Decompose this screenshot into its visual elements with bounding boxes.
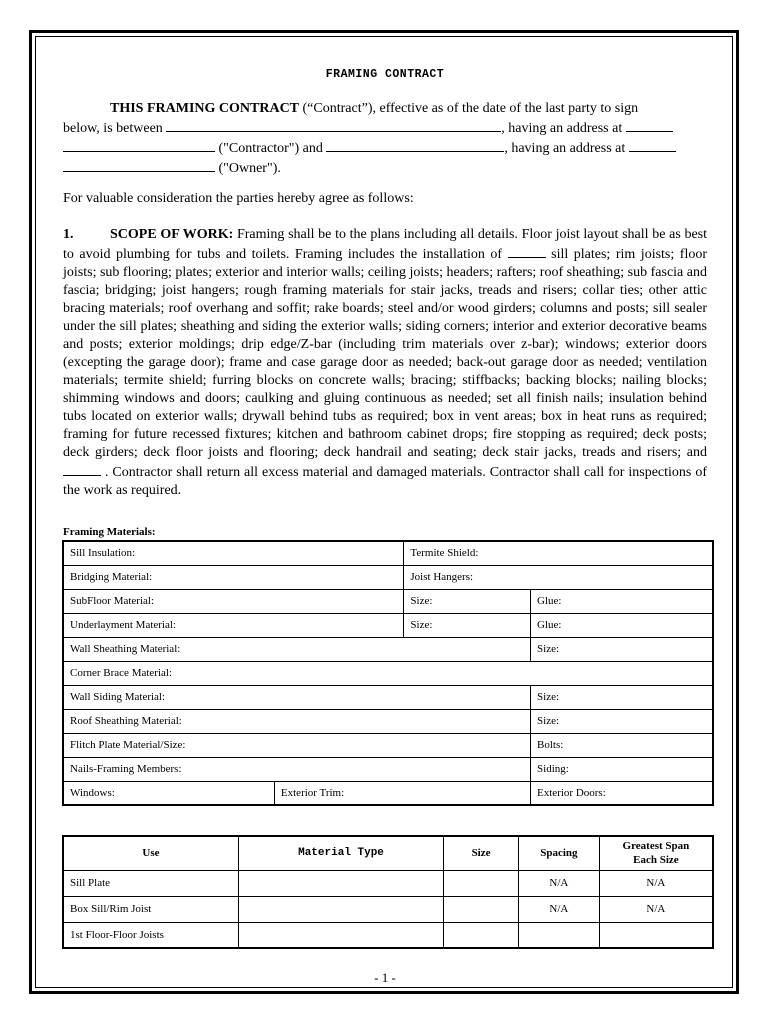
table-row [63, 709, 713, 733]
sill-insulation-cell[interactable]: Sill Insulation: [63, 541, 404, 565]
row-material-type[interactable] [238, 870, 443, 896]
nails-framing-cell[interactable]: Nails-Framing Members: [63, 757, 531, 781]
table-row [63, 613, 713, 637]
row-spacing: N/A [518, 870, 599, 896]
framing-materials-label: Framing Materials: [63, 526, 156, 538]
intro-lead: THIS FRAMING CONTRACT [110, 101, 300, 116]
roof-sheathing-material-cell[interactable]: Roof Sheathing Material: [63, 709, 531, 733]
header-greatest-span-line1: Greatest Span [622, 840, 690, 853]
exterior-trim-cell[interactable]: Exterior Trim: [274, 781, 530, 805]
subfloor-glue-cell[interactable]: Glue: [531, 589, 713, 613]
wall-sheathing-size-cell[interactable]: Size: [531, 637, 713, 661]
bolts-cell[interactable]: Bolts: [531, 733, 713, 757]
header-spacing: Spacing [518, 836, 599, 870]
row-use: Sill Plate [63, 870, 238, 896]
intro-address-2: , having an address at [504, 141, 626, 156]
header-material-type: Material Type [238, 836, 443, 870]
wall-siding-size-cell[interactable]: Size: [531, 685, 713, 709]
row-span[interactable] [599, 922, 713, 948]
scope-text-2: sill plates; rim joists; floor joists; sub flooring; plates; exterior and interior walls; ceiling joists; headers; rafters; roof sheathing; sub fascia and fascia; bridging; joist hangers; rough framing materials for stair jacks, treads and risers; collar ties; other attic bracing materials; roof overhang and soffit; rake boards; steel and/or wood girders; columns and posts; sill sealer under the sill plates; sheathing and siding the exterior walls; siding corners; interior and exterior decorative beams and posts; exterior moldings; drip edge/Z-bar (including trim materials over z-bar); windows; exterior doors (excepting the garage door); frame and case garage door as needed; back-out garage door as needed; ventilation materials; termite shield; furring blocks on concrete walls; bracing; stiffbacks; backing blocks; nailing blocks; shimming windows and doors; caulking and gluing continuous as needed; set all finish nails; insulation behind tubs located on exterior walls; drywall behind tubs as required; box in vent areas; box in heat runs as required; framing for future recessed fixtures; kitchen and bathroom cabinet drops; fire stopping as required; deck posts; deck girders; deck floor joists and flooring; deck handrail and seating; deck stair jacks, treads and risers; and [63, 247, 708, 460]
scope-extra-blank[interactable] [63, 462, 101, 476]
wall-siding-material-cell[interactable]: Wall Siding Material: [63, 685, 531, 709]
row-size[interactable] [444, 896, 519, 922]
table-row [63, 565, 713, 589]
scope-heading: SCOPE OF WORK: [110, 227, 234, 242]
intro-between: below, is between [63, 121, 163, 136]
owner-address-blank-1[interactable] [629, 138, 676, 152]
intro-address-1: , having an address at [501, 121, 623, 136]
corner-brace-material-cell[interactable]: Corner Brace Material: [63, 661, 713, 685]
scope-number: 1. [63, 227, 74, 242]
exterior-doors-cell[interactable]: Exterior Doors: [531, 781, 713, 805]
header-greatest-span-line2: Each Size [633, 854, 679, 867]
intro-paragraph [63, 100, 707, 178]
table-row [63, 781, 713, 805]
row-spacing[interactable] [518, 922, 599, 948]
underlayment-glue-cell[interactable]: Glue: [531, 613, 713, 637]
table-header-row [63, 836, 713, 870]
intro-contractor: ("Contractor") and [215, 141, 323, 156]
row-material-type[interactable] [238, 896, 443, 922]
contractor-address-blank-2[interactable] [63, 138, 215, 152]
row-use: 1st Floor-Floor Joists [63, 922, 238, 948]
row-span: N/A [599, 896, 713, 922]
table-row [63, 757, 713, 781]
owner-address-blank-2[interactable] [63, 158, 215, 172]
row-size[interactable] [444, 870, 519, 896]
scope-text-1: Framing shall be to the plans including all details. Floor joist layout shall be as best to avoid plumbing for tubs and toilets. Framing includes the installation of [63, 227, 707, 262]
consideration-paragraph: For valuable consideration the parties hereby agree as follows: [63, 191, 414, 206]
row-size[interactable] [444, 922, 519, 948]
siding-cell[interactable]: Siding: [531, 757, 713, 781]
header-greatest-span [599, 836, 713, 870]
termite-shield-cell[interactable]: Termite Shield: [404, 541, 713, 565]
table-row [63, 896, 713, 922]
table-row [63, 589, 713, 613]
header-use: Use [63, 836, 238, 870]
table-row [63, 685, 713, 709]
intro-lead-rest: (“Contract”), effective as of the date of the last party to sign [299, 101, 639, 116]
underlayment-material-cell[interactable]: Underlayment Material: [63, 613, 404, 637]
row-spacing: N/A [518, 896, 599, 922]
roof-sheathing-size-cell[interactable]: Size: [531, 709, 713, 733]
windows-cell[interactable]: Windows: [63, 781, 274, 805]
header-size: Size [444, 836, 519, 870]
row-use: Box Sill/Rim Joist [63, 896, 238, 922]
table-row [63, 922, 713, 948]
joist-hangers-cell[interactable]: Joist Hangers: [404, 565, 713, 589]
scope-text-3: . Contractor shall return all excess material and damaged materials. Contractor shall call for inspections of the work as required. [63, 465, 707, 498]
scope-of-work-paragraph [63, 226, 707, 500]
sill-plates-blank[interactable] [508, 244, 546, 258]
table-row [63, 541, 713, 565]
contractor-name-blank[interactable] [166, 118, 501, 132]
row-span: N/A [599, 870, 713, 896]
contractor-address-blank-1[interactable] [626, 118, 673, 132]
intro-owner: ("Owner"). [215, 161, 281, 176]
page-number: - 1 - [374, 970, 396, 985]
row-material-type[interactable] [238, 922, 443, 948]
table-row [63, 733, 713, 757]
subfloor-size-cell[interactable]: Size: [404, 589, 531, 613]
table-row [63, 870, 713, 896]
framing-use-table [62, 835, 714, 949]
table-row [63, 637, 713, 661]
owner-name-blank[interactable] [326, 138, 504, 152]
table-row [63, 661, 713, 685]
underlayment-size-cell[interactable]: Size: [404, 613, 531, 637]
document-title: FRAMING CONTRACT [325, 68, 445, 81]
flitch-plate-cell[interactable]: Flitch Plate Material/Size: [63, 733, 531, 757]
framing-materials-table [62, 540, 714, 806]
bridging-material-cell[interactable]: Bridging Material: [63, 565, 404, 589]
wall-sheathing-material-cell[interactable]: Wall Sheathing Material: [63, 637, 531, 661]
subfloor-material-cell[interactable]: SubFloor Material: [63, 589, 404, 613]
